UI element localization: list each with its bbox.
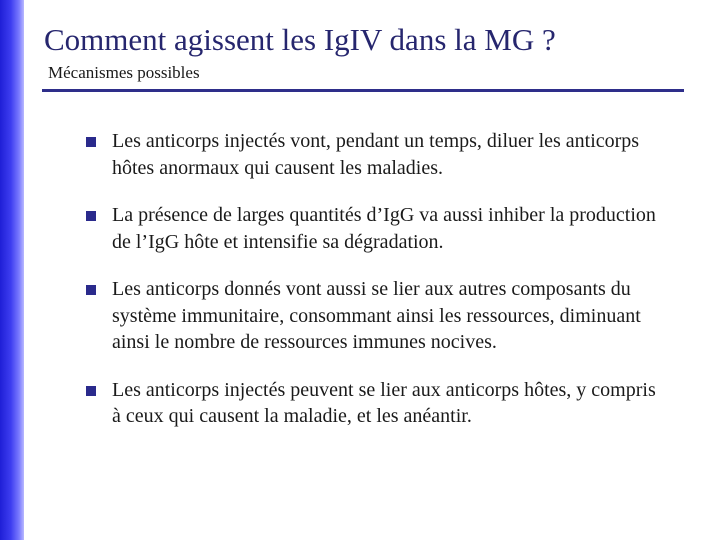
bullet-item: [86, 202, 656, 255]
slide-title: Comment agissent les IgIV dans la MG ?: [44, 22, 556, 57]
bullet-item: [86, 128, 656, 181]
slide-subtitle: Mécanismes possibles: [48, 63, 200, 82]
bullet-text: Les anticorps injectés vont, pendant un temps, diluer les anticorps hôtes anormaux qui causent les maladies.: [112, 130, 640, 179]
bullet-text: Les anticorps injectés peuvent se lier aux anticorps hôtes, y compris à ceux qui causent la maladie, et les anéantir.: [112, 378, 656, 427]
square-bullet-icon: [86, 211, 96, 221]
square-bullet-icon: [86, 137, 96, 147]
square-bullet-icon: [86, 386, 96, 396]
square-bullet-icon: [86, 285, 96, 295]
title-divider: [42, 89, 684, 92]
bullet-list: [86, 128, 656, 430]
bullet-item: [86, 377, 656, 430]
bullet-text: Les anticorps donnés vont aussi se lier aux autres composants du système immunitaire, consommant ainsi les ressources, diminuant ainsi le nombre de ressources immunes nocives.: [112, 278, 641, 353]
bullet-item: [86, 276, 656, 356]
bullet-text: La présence de larges quantités d’IgG va aussi inhiber la production de l’IgG hôte et intensifie sa dégradation.: [112, 204, 656, 253]
side-accent-bar: [0, 0, 24, 540]
